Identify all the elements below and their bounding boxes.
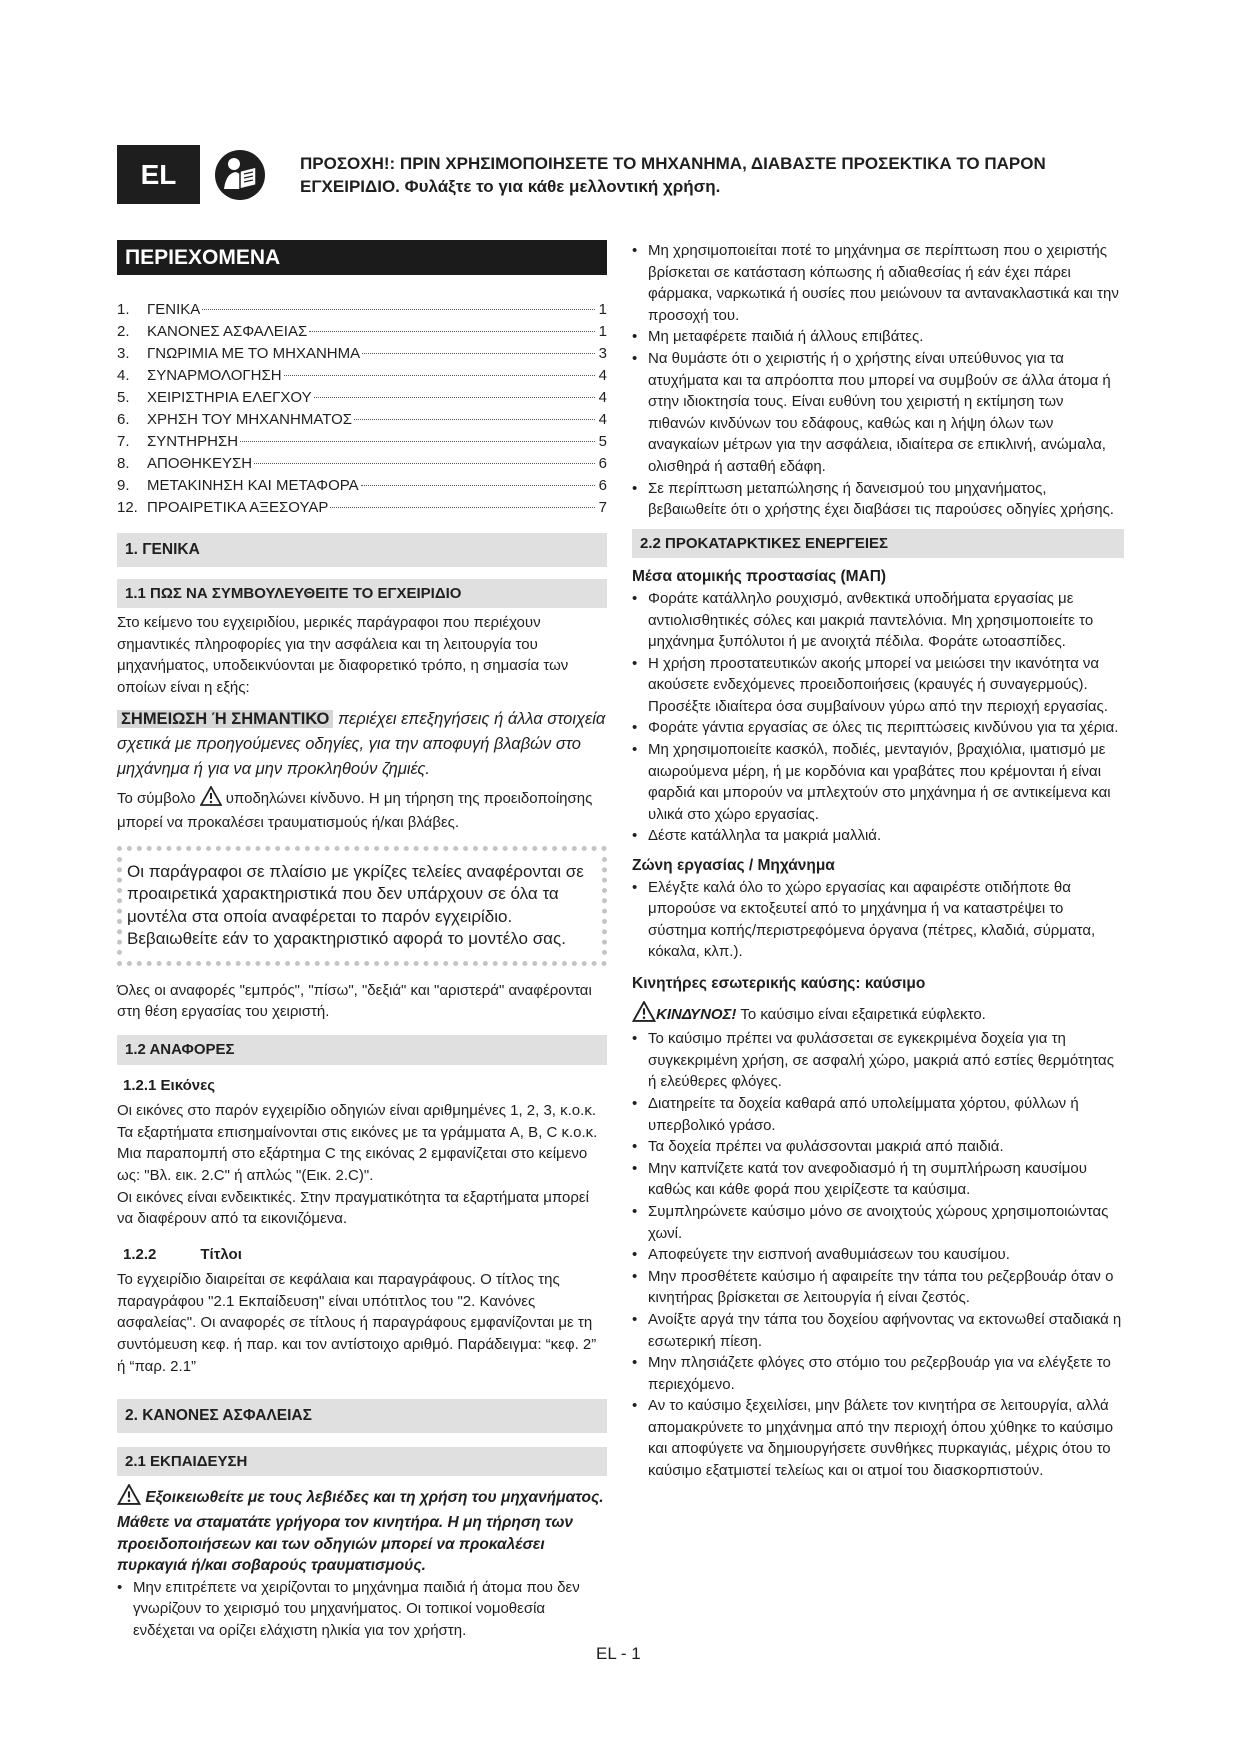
warning-triangle-icon: [200, 786, 222, 813]
section-heading-general: 1. ΓΕΝΙΚΑ: [117, 533, 607, 567]
page-number: EL - 1: [596, 1644, 641, 1663]
toc-item[interactable]: [117, 497, 607, 519]
toc-item[interactable]: [117, 387, 607, 409]
training-warning: [117, 1484, 607, 1576]
toc-item-num: 4.: [117, 367, 130, 384]
section-heading-safety-rules: 2. ΚΑΝΟΝΕΣ ΑΣΦΑΛΕΙΑΣ: [117, 1399, 607, 1433]
optional-features-text: Οι παράγραφοι σε πλαίσιο με γκρίζες τελείες αναφέρονται σε προαιρετικά χαρακτηριστικά που δεν υπάρχουν σε όλα τα μοντέλα στα οποία αναφέρεται το παρόν εγχειρίδιο. Βεβαιωθείτε εάν το χαρακτηριστικό αφορά το μοντέλο σας.: [127, 861, 584, 949]
ppe-bullet: • Φοράτε γάντια εργασίας σε όλες τις περιπτώσεις κινδύνου για τα χέρια.: [632, 717, 1124, 739]
fuel-bullet: • Συμπληρώνετε καύσιμο μόνο σε ανοιχτούς χώρους χρησιμοποιώντας χωνί.: [632, 1201, 1124, 1244]
intro-paragraph: Στο κείμενο του εγχειριδίου, μερικές παράγραφοι που περιέχουν σημαντικές πληροφορίες για την ασφάλεια και τη λειτουργία του μηχανήματος, υποδεικνύονται με διαφορετικό τρόπο, η σημασία των οποίων είναι η εξής:: [117, 614, 569, 696]
fuel-bullet: • Αποφεύγετε την εισπνοή αναθυμιάσεων του καυσίμου.: [632, 1244, 1124, 1266]
toc-item-page: 4: [598, 367, 607, 384]
toc-item-num: 7.: [117, 433, 130, 450]
toc-item[interactable]: [117, 431, 607, 453]
toc-leader: [309, 331, 595, 332]
subsection-heading-preliminary: 2.2 ΠΡΟΚΑΤΑΡΚΤΙΚΕΣ ΕΝΕΡΓΕΙΕΣ: [632, 529, 1124, 559]
safety-bullet: • Μη χρησιμοποιείται ποτέ το μηχάνημα σε περίπτωση που ο χειριστής βρίσκεται σε κατάσταση κόπωσης ή αδιαθεσίας ή εάν έχει πάρει φάρμακα, ναρκωτικά ή ουσίες που μειώνουν τα αντανακλαστικά και την προσοχή του.: [632, 240, 1124, 326]
fuel-bullet: • Αν το καύσιμο ξεχειλίσει, μην βάλετε τον κινητήρα σε λειτουργία, αλλά απομακρύνετε το μηχάνημα από την περιοχή όπου χύθηκε το καύσιμο και αποφύγετε να δημιουργήσετε συνθήκες πυρκαγιάς, μέχρις ότου το καύσιμο εξατμιστεί τελείως και οι ατμοί του διασκορπιστούν.: [632, 1395, 1124, 1481]
note-label: ΣΗΜΕΙΩΣΗ Ή ΣΗΜΑΝΤΙΚΟ: [117, 710, 333, 728]
toc-item[interactable]: [117, 321, 607, 343]
toc-leader: [330, 507, 595, 508]
toc-item-num: 6.: [117, 411, 130, 428]
language-badge: EL: [117, 145, 200, 204]
toc-item-num: 3.: [117, 345, 130, 362]
fuel-bullet: • Ανοίξτε αργά την τάπα του δοχείου αφήνοντας να εκτονωθεί σταδιακά η εσωτερική πίεση.: [632, 1309, 1124, 1352]
subsection-heading-titles: [117, 1244, 607, 1266]
toc-item[interactable]: [117, 299, 607, 321]
toc-item-page: 5: [598, 433, 607, 450]
toc-leader: [314, 397, 595, 398]
toc-item-num: 12.: [117, 499, 138, 516]
fuel-bullet: • Μην πλησιάζετε φλόγες στο στόμιο του ρεζερβουάρ για να ελέγξετε το περιεχόμενο.: [632, 1352, 1124, 1395]
fuel-bullet: • Μην καπνίζετε κατά τον ανεφοδιασμό ή τη συμπλήρωση καυσίμου καθώς και κάθε φορά που χειρίζεστε τα καύσιμα.: [632, 1158, 1124, 1201]
titles-paragraph: Το εγχειρίδιο διαιρείται σε κεφάλαια και παραγράφους. Ο τίτλος της παραγράφου "2.1 Εκπαίδευση" είναι υπότιτλος του "2. Κανόνες ασφαλείας". Οι αναφορές σε τίτλους ή παραγράφους εμφανίζονται με τη συντόμευση κεφ. ή παρ. και τον αντίστοιχο αριθμό. Παράδειγμα: “κεφ. 2” ή “παρ. 2.1”: [117, 1271, 597, 1375]
toc-item[interactable]: [117, 453, 607, 475]
directions-paragraph: Όλες οι αναφορές "εμπρός", "πίσω", "δεξιά" και "αριστερά" αναφέρονται στη θέση εργασίας του χειριστή.: [117, 981, 592, 1021]
training-warning-text: Εξοικειωθείτε με τους λεβιέδες και τη χρήση του μηχανήματος. Μάθετε να σταματάτε γρήγορα τον κινητήρα. Η μη τήρηση των προειδοποιήσεων και των οδηγιών μπορεί να προκαλέσει πυρκαγιά ή/και σοβαρούς τραυματισμούς.: [117, 1489, 604, 1575]
toc-item-label: ΧΡΗΣΗ ΤΟΥ ΜΗΧΑΝΗΜΑΤΟΣ: [147, 411, 353, 428]
safety-bullet: • Σε περίπτωση μεταπώλησης ή δανεισμού του μηχανήματος, βεβαιωθείτε ότι ο χρήστης έχει διαβάσει τις παρούσες οδηγίες χρήσης.: [632, 478, 1124, 521]
titles-label: Τίτλοι: [200, 1245, 242, 1263]
read-manual-icon: [214, 149, 266, 201]
toc-item-num: 1.: [117, 301, 130, 318]
danger-text: Το καύσιμο είναι εξαιρετικά εύφλεκτο.: [736, 1005, 986, 1023]
toc-leader: [362, 353, 595, 354]
toc-item-label: ΓΕΝΙΚΑ: [147, 301, 201, 318]
toc-item-label: ΣΥΝΑΡΜΟΛΟΓΗΣΗ: [147, 367, 282, 384]
toc-item-label: ΧΕΙΡΙΣΤΗΡΙΑ ΕΛΕΓΧΟΥ: [147, 389, 312, 406]
header-warning-line1: ΠΡΟΣΟΧΗ!: ΠΡΙΝ ΧΡΗΣΙΜΟΠΟΙΗΣΕΤΕ ΤΟ ΜΗΧΑΝΗΜΑ, ΔΙΑΒΑΣΤΕ ΠΡΟΣΕΚΤΙΚΑ ΤΟ ΠΑΡΟΝ: [300, 154, 1046, 173]
toc-item-num: 2.: [117, 323, 130, 340]
toc-item-page: 1: [598, 301, 607, 318]
work-zone-bullet: • Ελέγξτε καλά όλο το χώρο εργασίας και αφαιρέστε οτιδήποτε θα μπορούσε να εκτοξευτεί από το μηχάνημα ή να καταστρέψει το σύστημα κοπής/περιστρεφόμενα όργανα (πέτρες, κλαδιά, σύρματα, κόκαλα, κλπ.).: [632, 877, 1124, 963]
toc-item-page: 4: [598, 389, 607, 406]
toc-item[interactable]: [117, 365, 607, 387]
fuel-bullet: • Τα δοχεία πρέπει να φυλάσσονται μακριά από παιδιά.: [632, 1136, 1124, 1158]
ppe-bullet: • Φοράτε κατάλληλο ρουχισμό, ανθεκτικά υποδήματα εργασίας με αντιολισθητικές σόλες και μακριά παντελόνια. Μη χρησιμοποιείτε το μηχάνημα ξυπόλυτοι ή με ανοιχτά πέδιλα. Φοράτε ωτοασπίδες.: [632, 588, 1124, 653]
training-bullet: • Μην επιτρέπετε να χειρίζονται το μηχάνημα παιδιά ή άτομα που δεν γνωρίζουν το χειρισμό του μηχανήματος. Οι τοπικοί νομοθεσία ενδέχεται να ορίζει ελάχιστη ηλικία για τον χρήστη.: [117, 1577, 607, 1642]
warning-triangle-icon: [632, 1001, 656, 1029]
toc-item[interactable]: [117, 343, 607, 365]
toc-item-label: ΓΝΩΡΙΜΙΑ ΜΕ ΤΟ ΜΗΧΑΝΗΜΑ: [147, 345, 361, 362]
toc-item[interactable]: [117, 409, 607, 431]
note-paragraph: [117, 707, 607, 782]
subsection-heading-training: 2.1 ΕΚΠΑΙΔΕΥΣΗ: [117, 1447, 607, 1477]
left-column: [117, 240, 607, 1642]
toc-item-num: 5.: [117, 389, 130, 406]
fuel-bullet: • Το καύσιμο πρέπει να φυλάσσεται σε εγκεκριμένα δοχεία για τη συγκεκριμένη χρήση, σε ασφαλή χώρο, μακριά από εστίες θερμότητας ή ελεύθερες φλόγες.: [632, 1028, 1124, 1093]
warning-triangle-icon: [117, 1484, 141, 1512]
header-warning: [300, 152, 1130, 198]
subsection-heading-references: 1.2 ΑΝΑΦΟΡΕΣ: [117, 1035, 607, 1065]
fuel-bullet: • Μην προσθέτετε καύσιμο ή αφαιρείτε την τάπα του ρεζερβουάρ όταν ο κινητήρας βρίσκεται σε λειτουργία ή είναι ζεστός.: [632, 1266, 1124, 1309]
danger-word: ΚΙΝΔΥΝΟΣ!: [656, 1005, 737, 1023]
toc-item-page: 7: [598, 499, 607, 516]
toc-leader: [361, 485, 595, 486]
toc-item-page: 4: [598, 411, 607, 428]
titles-number: 1.2.2: [123, 1245, 157, 1263]
danger-line: [632, 1001, 1124, 1029]
fuel-bullet: • Διατηρείτε τα δοχεία καθαρά από υπολείμματα χόρτου, φύλλων ή υπερβολικό γράσο.: [632, 1093, 1124, 1136]
figures-paragraph-4: Οι εικόνες είναι ενδεικτικές. Στην πραγματικότητα τα εξαρτήματα μπορεί να διαφέρουν από τα εικονιζόμενα.: [117, 1188, 589, 1228]
optional-features-box: [117, 846, 607, 966]
toc-item-label: ΚΑΝΟΝΕΣ ΑΣΦΑΛΕΙΑΣ: [147, 323, 308, 340]
symbol-text-after: υποδηλώνει κίνδυνο. Η μη τήρηση της προειδοποίησης μπορεί να προκαλέσει τραυματισμούς ή/και βλάβες.: [117, 789, 593, 832]
note-text: περιέχει επεξηγήσεις ή άλλα στοιχεία σχετικά με προηγούμενες οδηγίες, για την αποφυγή βλαβών στο μηχάνημα ή για να μην προκληθούν ζημιές.: [117, 709, 606, 778]
ppe-bullet: • Δέστε κατάλληλα τα μακριά μαλλιά.: [632, 825, 1124, 847]
toc-item-label: ΠΡΟΑΙΡΕΤΙΚΑ ΑΞΕΣΟΥΑΡ: [147, 499, 329, 516]
figures-paragraph-3: Μια παραπομπή στο εξάρτημα C της εικόνας 2 εμφανίζεται στο κείμενο ως: "Βλ. εικ. 2.C" ή απλώς "(Εικ. 2.C)".: [117, 1145, 588, 1184]
toc-item-page: 1: [598, 323, 607, 340]
ppe-bullet: • Μη χρησιμοποιείτε κασκόλ, ποδιές, μενταγιόν, βραχιόλια, ιματισμό με αιωρούμενα μέρη, ή με κορδόνια και γραβάτες που κρέμονται ή είναι φαρδιά και μπορούν να μπλεχτούν στο μηχάνημα ή σε αντικείμενα και υλικά στο χώρο εργασίας.: [632, 739, 1124, 825]
toc-item-label: ΣΥΝΤΗΡΗΣΗ: [147, 433, 239, 450]
figures-paragraph-2: Τα εξαρτήματα επισημαίνονται στις εικόνες με τα γράμματα A, B, C κ.ο.κ.: [117, 1123, 598, 1141]
toc-leader: [254, 463, 595, 464]
toc-leader: [354, 419, 595, 420]
toc-item-label: ΑΠΟΘΗΚΕΥΣΗ: [147, 455, 253, 472]
subsection-heading-figures: 1.2.1 Εικόνες: [123, 1076, 215, 1094]
safety-bullet: • Να θυμάστε ότι ο χειριστής ή ο χρήστης είναι υπεύθυνος για τα ατυχήματα και τα απρόοπτα που μπορεί να συμβούν σε άλλα άτομα ή στην ιδιοκτησία τους. Είναι ευθύνη του χειριστή η εκτίμηση των πιθανών κινδύνων του εδάφους, καθώς και η λήψη όλων των αναγκαίων μέτρων για την ασφάλεια, ιδιαίτερα σε επικλινή, ανώμαλα, ολισθηρά ή ασταθή εδάφη.: [632, 348, 1124, 478]
fuel-heading: Κινητήρες εσωτερικής καύσης: καύσιμο: [632, 975, 926, 992]
toc-leader: [240, 441, 595, 442]
symbol-text-before: Το σύμβολο: [117, 789, 200, 807]
header-warning-line2: ΕΓΧΕΙΡΙΔΙΟ. Φυλάξτε το για κάθε μελλοντική χρήση.: [300, 177, 721, 196]
toc-item-page: 6: [598, 477, 607, 494]
work-zone-heading: Ζώνη εργασίας / Μηχάνημα: [632, 857, 835, 875]
toc-item[interactable]: [117, 475, 607, 497]
ppe-bullet: • Η χρήση προστατευτικών ακοής μπορεί να μειώσει την ικανότητα να ακούσετε ενδεχόμενες προειδοποιήσεις (κραυγές ή συναγερμούς). Προσέξτε ιδιαίτερα όσα συμβαίνουν γύρω από την περιοχή εργασίας.: [632, 653, 1124, 718]
symbol-paragraph: [117, 786, 607, 834]
toc-item-num: 8.: [117, 455, 130, 472]
toc-item-label: ΜΕΤΑΚΙΝΗΣΗ ΚΑΙ ΜΕΤΑΦΟΡΑ: [147, 477, 359, 494]
toc-item-page: 3: [598, 345, 607, 362]
table-of-contents: [117, 299, 607, 519]
toc-item-num: 9.: [117, 477, 130, 494]
toc-leader: [284, 375, 595, 376]
toc-item-page: 6: [598, 455, 607, 472]
safety-bullet: • Μη μεταφέρετε παιδιά ή άλλους επιβάτες.: [632, 326, 1124, 348]
figures-paragraph-1: Οι εικόνες στο παρόν εγχειρίδιο οδηγιών είναι αριθμημένες 1, 2, 3, κ.ο.κ.: [117, 1102, 596, 1120]
subsection-heading-how-to-read: 1.1 ΠΩΣ ΝΑ ΣΥΜΒΟΥΛΕΥΘΕΙΤΕ ΤΟ ΕΓΧΕΙΡΙΔΙΟ: [117, 579, 607, 609]
right-column: [632, 240, 1124, 1482]
toc-title: ΠΕΡΙΕΧΟΜΕΝΑ: [117, 240, 607, 275]
toc-leader: [202, 309, 595, 310]
ppe-heading: Μέσα ατομικής προστασίας (ΜΑΠ): [632, 568, 887, 586]
